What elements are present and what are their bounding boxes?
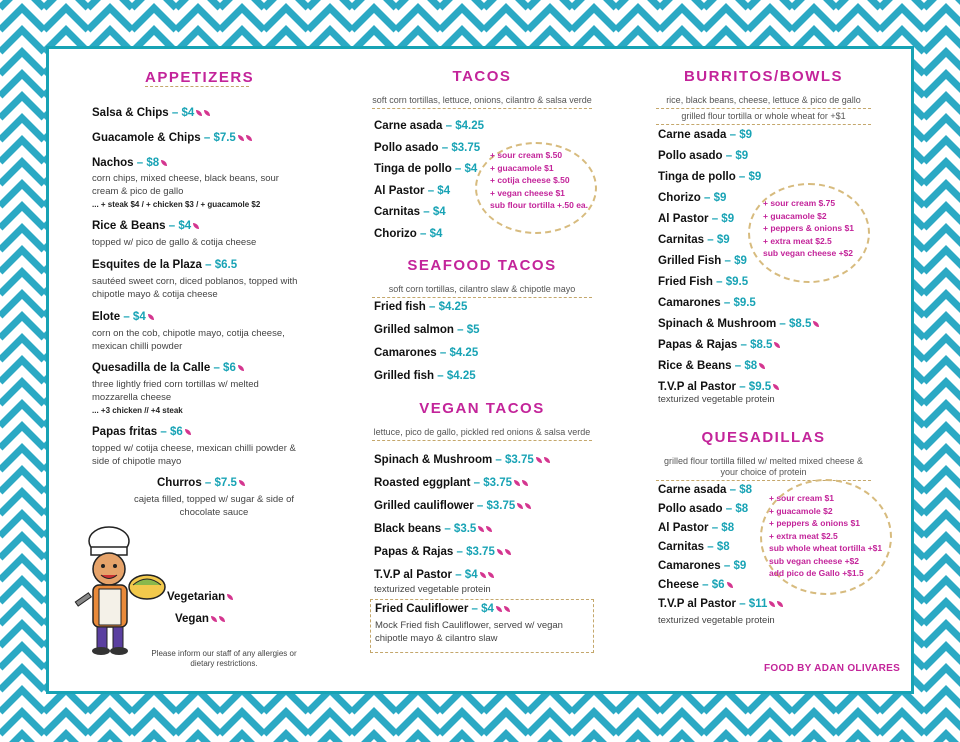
burrito-item xyxy=(658,318,819,330)
addon-option: + peppers & onions $1 xyxy=(769,518,860,528)
item-name: Al Pastor xyxy=(658,522,709,534)
vegan-tacos-subtitle: lettuce, pico de gallo, pickled red onions & salsa verde xyxy=(372,425,592,441)
item-price: $4.25 xyxy=(438,301,468,313)
vegetarian-leaf-icon xyxy=(193,223,199,229)
quesadilla-item xyxy=(658,522,734,534)
vegan-leaf-icon xyxy=(769,601,775,607)
item-price: $8.5 xyxy=(789,318,812,330)
item-price: $9.5 xyxy=(733,297,756,309)
addon-option: sub whole wheat tortilla +$1 xyxy=(769,543,883,553)
item-name: Pollo asado xyxy=(374,141,439,154)
item-price: $4.25 xyxy=(449,347,479,359)
vegan-leaf-icon xyxy=(488,572,494,578)
esquites-description: sautéed sweet corn, diced poblanos, topped with chipotle mayo & cotija cheese xyxy=(92,276,298,300)
seafood-tacos-subtitle: soft corn tortillas, cilantro slaw & chipotle mayo xyxy=(372,282,592,298)
item-name: Al Pastor xyxy=(658,213,709,225)
taco-item xyxy=(374,120,484,132)
vegan-taco-item xyxy=(374,454,550,466)
item-price: $8 xyxy=(716,541,730,553)
item-name: Camarones xyxy=(658,560,721,572)
item-name: Al Pastor xyxy=(374,184,425,197)
vegetarian-leaf-icon xyxy=(185,429,191,435)
seafood-taco-item xyxy=(374,370,476,382)
addon-option: + peppers & onions $1 xyxy=(763,223,854,233)
item-price: $3.75 xyxy=(451,141,481,154)
item-name: Chorizo xyxy=(374,227,417,240)
addon-option: + vegan cheese $1 xyxy=(490,187,565,198)
separator: – xyxy=(434,370,447,382)
item-price: $8 xyxy=(721,522,735,534)
separator: – xyxy=(726,129,740,141)
item-name: Camarones xyxy=(374,347,437,359)
item-price: $9 xyxy=(716,234,730,246)
nachos-extras: ... + steak $4 / + chicken $3 / + guacamole $2 xyxy=(92,200,261,209)
item-name: T.V.P al Pastor xyxy=(658,381,736,393)
addon-option: sub flour tortilla +.50 ea. xyxy=(490,200,589,210)
menu-item-salsa: Salsa & Chips – $4 xyxy=(92,107,210,119)
item-name: Grilled fish xyxy=(374,370,435,382)
burrito-item xyxy=(658,150,748,162)
separator: – xyxy=(492,454,505,466)
papas-fritas-description: topped w/ cotija cheese, mexican chilli powder & side of chipotle mayo xyxy=(92,443,296,467)
vegan-leaf-icon xyxy=(238,135,244,141)
item-price: $4 xyxy=(437,184,451,197)
item-price: $8 xyxy=(735,503,749,515)
item-price: $4.25 xyxy=(455,120,484,132)
menu-item-fried-cauliflower: Fried Cauliflower – $4 xyxy=(375,603,510,615)
quesadilla-calle-description: three lightly fried corn tortillas w/ melted mozzarella cheese xyxy=(92,379,259,403)
vegan-taco-item xyxy=(374,500,531,512)
vegan-leaf-icon xyxy=(536,457,542,463)
addon-option: + sour cream $1 xyxy=(769,493,834,503)
menu-item-rice-beans: Rice & Beans – $4 xyxy=(92,220,199,232)
item-name: Camarones xyxy=(658,297,721,309)
vegetarian-leaf-icon xyxy=(238,365,244,371)
addon-option: + sour cream $.50 xyxy=(490,150,563,160)
separator: – xyxy=(726,484,740,496)
item-price: $4 xyxy=(464,569,478,581)
vegan-leaf-icon xyxy=(246,135,252,141)
separator: – xyxy=(736,598,749,610)
item-price: $3.5 xyxy=(453,523,477,535)
burrito-item xyxy=(658,192,726,204)
quesadillas-tvp-description: texturized vegetable protein xyxy=(658,615,775,626)
menu-item-quesadilla-calle: Quesadilla de la Calle – $6 xyxy=(92,362,244,374)
menu-item-esquites: Esquites de la Plaza – $6.5 xyxy=(92,259,238,271)
item-price: $8 xyxy=(744,360,758,372)
burritos-title: BURRITOS/BOWLS xyxy=(683,68,844,85)
vegan-leaf-icon xyxy=(196,110,202,116)
burrito-item xyxy=(658,255,747,267)
separator: – xyxy=(473,500,487,512)
separator: – xyxy=(453,546,467,558)
separator: – xyxy=(722,150,736,162)
burrito-item xyxy=(658,276,748,288)
item-name: Black beans xyxy=(374,523,442,535)
vegetarian-leaf-icon xyxy=(774,342,780,348)
vegetarian-leaf-icon xyxy=(148,314,154,320)
seafood-taco-item xyxy=(374,324,479,336)
burrito-item xyxy=(658,171,761,183)
item-price: $3.75 xyxy=(483,477,513,489)
elote-description: corn on the cob, chipotle mayo, cotija cheese, mexican chilli powder xyxy=(92,328,285,352)
separator: – xyxy=(453,324,467,336)
separator: – xyxy=(436,347,450,359)
item-price: $9 xyxy=(735,150,749,162)
separator: – xyxy=(736,381,749,393)
separator: – xyxy=(424,184,438,197)
vegan-taco-item xyxy=(374,546,511,558)
item-name: Pollo asado xyxy=(658,150,723,162)
item-name: Carne asada xyxy=(374,120,443,132)
vegan-leaf-icon xyxy=(497,549,503,555)
allergy-notice: Please inform our staff of any allergies or dietary restrictions. xyxy=(151,649,297,668)
item-price: $9.5 xyxy=(725,276,749,288)
burrito-item xyxy=(658,129,752,141)
separator: – xyxy=(712,276,726,288)
vegan-leaf-icon xyxy=(777,601,783,607)
quesadillas-subtitle: grilled flour tortilla filled w/ melted mixed cheese & your choice of protein xyxy=(656,454,871,481)
item-name: Cheese xyxy=(658,579,699,591)
vegetarian-leaf-icon xyxy=(773,384,779,390)
item-price: $9 xyxy=(733,560,747,572)
burrito-item xyxy=(658,360,765,372)
taco-item xyxy=(374,142,480,154)
separator: – xyxy=(698,579,712,591)
vegan-tvp-description: texturized vegetable protein xyxy=(374,584,491,595)
menu-item-nachos: Nachos – $8 xyxy=(92,157,167,169)
vegan-taco-item xyxy=(374,569,494,581)
separator: – xyxy=(451,163,465,175)
vegetarian-leaf-icon xyxy=(239,480,245,486)
vegan-tacos-title: VEGAN TACOS xyxy=(419,400,545,417)
burrito-item xyxy=(658,234,730,246)
menu-panel xyxy=(46,46,914,694)
addon-option: + extra meat $2.5 xyxy=(763,235,832,246)
vegan-leaf-icon xyxy=(486,526,492,532)
separator: – xyxy=(720,560,734,572)
churros-description: cajeta filled, topped w/ sugar & side of chocolate sauce xyxy=(133,494,294,518)
vegetarian-leaf-icon xyxy=(227,594,233,600)
item-price: $3.75 xyxy=(486,500,516,512)
vegan-leaf-icon xyxy=(480,572,486,578)
quesadilla-item xyxy=(658,541,730,553)
item-price: $9 xyxy=(734,255,747,267)
vegan-leaf-icon xyxy=(544,457,550,463)
rice-beans-description: topped w/ pico de gallo & cotija cheese xyxy=(92,237,257,248)
legend-vegan: Vegan xyxy=(175,613,225,625)
item-name: T.V.P al Pastor xyxy=(658,598,736,610)
taco-item xyxy=(374,163,477,175)
fried-cauliflower-description: Mock Fried fish Cauliflower, served w/ vegan chipotle mayo & cilantro slaw xyxy=(375,620,563,644)
addon-option: + guacamole $1 xyxy=(490,162,554,173)
item-price: $9 xyxy=(721,213,735,225)
separator: – xyxy=(416,227,430,240)
footer-credit: FOOD BY ADAN OLIVARES xyxy=(764,663,901,674)
separator: – xyxy=(700,192,714,204)
item-name: Fried fish xyxy=(374,301,426,313)
separator: – xyxy=(722,503,736,515)
quesadillas-title: QUESADILLAS xyxy=(701,429,826,446)
separator: – xyxy=(721,255,735,267)
vegetarian-leaf-icon xyxy=(727,582,733,588)
item-price: $8.5 xyxy=(750,339,773,351)
item-price: $3.75 xyxy=(505,454,534,466)
separator: – xyxy=(776,318,789,330)
taco-item xyxy=(374,228,442,240)
taco-item xyxy=(374,206,446,218)
taco-item xyxy=(374,185,450,197)
menu-item-churros: Churros – $7.5 xyxy=(157,477,245,489)
quesadilla-calle-extras: ... +3 chicken // +4 steak xyxy=(92,406,183,415)
item-price: $6 xyxy=(711,579,725,591)
item-name: Carnitas xyxy=(658,541,705,553)
item-name: Papas & Rajas xyxy=(374,546,454,558)
item-name: Papas & Rajas xyxy=(658,339,738,351)
separator: – xyxy=(442,120,456,132)
item-price: $11 xyxy=(748,598,768,610)
item-name: Chorizo xyxy=(658,192,701,204)
vegan-leaf-icon xyxy=(478,526,484,532)
item-price: $4 xyxy=(432,206,446,218)
item-name: Tinga de pollo xyxy=(374,163,452,175)
item-name: Fried Fish xyxy=(658,276,713,288)
nachos-description: corn chips, mixed cheese, black beans, sour cream & pico de gallo xyxy=(92,173,279,197)
vegan-leaf-icon xyxy=(525,503,531,509)
separator: – xyxy=(720,297,734,309)
item-price: $3.75 xyxy=(466,546,495,558)
vegan-leaf-icon xyxy=(517,503,523,509)
vegan-leaf-icon xyxy=(211,616,217,622)
separator: – xyxy=(704,541,717,553)
item-name: Tinga de pollo xyxy=(658,171,736,183)
item-price: $9 xyxy=(748,171,762,183)
menu-item-guacamole: Guacamole & Chips – $7.5 xyxy=(92,132,252,144)
item-name: Grilled salmon xyxy=(374,324,454,336)
vegetarian-leaf-icon xyxy=(813,321,819,327)
separator: – xyxy=(420,206,433,218)
vegan-taco-item xyxy=(374,477,528,489)
item-name: Carne asada xyxy=(658,129,727,141)
vegan-leaf-icon xyxy=(204,110,210,116)
separator: – xyxy=(470,477,484,489)
addon-option: sub vegan cheese +$2 xyxy=(763,248,854,258)
vegetarian-leaf-icon xyxy=(161,160,167,166)
seafood-taco-item xyxy=(374,347,478,359)
vegan-leaf-icon xyxy=(504,606,510,612)
item-price: $4.25 xyxy=(446,370,476,382)
item-name: Spinach & Mushroom xyxy=(374,454,493,466)
item-price: $9 xyxy=(713,192,727,204)
item-price: $5 xyxy=(466,324,480,336)
vegan-leaf-icon xyxy=(219,616,225,622)
vegan-leaf-icon xyxy=(505,549,511,555)
seafood-taco-item xyxy=(374,301,467,313)
addon-option: + sour cream $.75 xyxy=(763,198,836,208)
vegan-leaf-icon xyxy=(496,606,502,612)
appetizers-title: APPETIZERS xyxy=(145,69,255,86)
burritos-subtitle: rice, black beans, cheese, lettuce & pico de gallo xyxy=(656,93,871,109)
item-name: Roasted eggplant xyxy=(374,477,471,489)
item-name: Rice & Beans xyxy=(658,360,732,372)
quesadilla-item xyxy=(658,503,748,515)
addon-option: + guacamole $2 xyxy=(763,210,827,221)
separator: – xyxy=(704,234,717,246)
quesadilla-item xyxy=(658,598,783,610)
item-price: $4 xyxy=(464,163,478,175)
vegetarian-leaf-icon xyxy=(759,363,765,369)
item-price: $9 xyxy=(739,129,752,141)
quesadilla-item xyxy=(658,579,733,591)
item-price: $9.5 xyxy=(748,381,772,393)
addon-option: + cotija cheese $.50 xyxy=(490,175,570,185)
item-name: Grilled Fish xyxy=(658,255,722,267)
item-name: Carnitas xyxy=(658,234,705,246)
separator: – xyxy=(441,523,454,535)
addon-option: sub vegan cheese +$2 xyxy=(769,555,860,566)
burritos-subtitle-2: grilled flour tortilla or whole wheat for +$1 xyxy=(656,109,871,125)
tacos-title: TACOS xyxy=(452,68,512,85)
item-name: Carne asada xyxy=(658,484,727,496)
item-price: $4 xyxy=(429,227,443,240)
addon-option: add pico de Gallo +$1.5 xyxy=(769,568,864,578)
burrito-item xyxy=(658,381,779,393)
legend-vegetarian: Vegetarian xyxy=(167,591,233,603)
chef-mascot-illustration xyxy=(67,519,177,659)
burritos-tvp-description: texturized vegetable protein xyxy=(658,394,775,405)
separator: – xyxy=(452,569,465,581)
separator: – xyxy=(438,141,452,154)
tacos-subtitle: soft corn tortillas, lettuce, onions, cilantro & salsa verde xyxy=(372,93,592,109)
vegan-taco-item xyxy=(374,523,492,535)
burrito-item xyxy=(658,339,780,351)
vegan-leaf-icon xyxy=(522,480,528,486)
item-name: Spinach & Mushroom xyxy=(658,318,777,330)
addon-option: + guacamole $2 xyxy=(769,505,833,516)
burrito-item xyxy=(658,297,756,309)
separator: – xyxy=(737,339,751,351)
menu-item-elote: Elote – $4 xyxy=(92,311,154,323)
item-price: $8 xyxy=(739,484,752,496)
addon-option: + extra meat $2.5 xyxy=(769,530,838,541)
seafood-tacos-title: SEAFOOD TACOS xyxy=(407,257,557,274)
item-name: T.V.P al Pastor xyxy=(374,569,452,581)
separator: – xyxy=(731,360,745,372)
item-name: Pollo asado xyxy=(658,503,723,515)
separator: – xyxy=(425,301,439,313)
menu-item-papas-fritas: Papas fritas – $6 xyxy=(92,426,191,438)
quesadilla-item xyxy=(658,484,752,496)
separator: – xyxy=(735,171,749,183)
quesadilla-item xyxy=(658,560,746,572)
item-name: Carnitas xyxy=(374,206,421,218)
separator: – xyxy=(708,213,722,225)
vegan-leaf-icon xyxy=(514,480,520,486)
separator: – xyxy=(708,522,722,534)
burrito-item xyxy=(658,213,734,225)
item-name: Grilled cauliflower xyxy=(374,500,474,512)
